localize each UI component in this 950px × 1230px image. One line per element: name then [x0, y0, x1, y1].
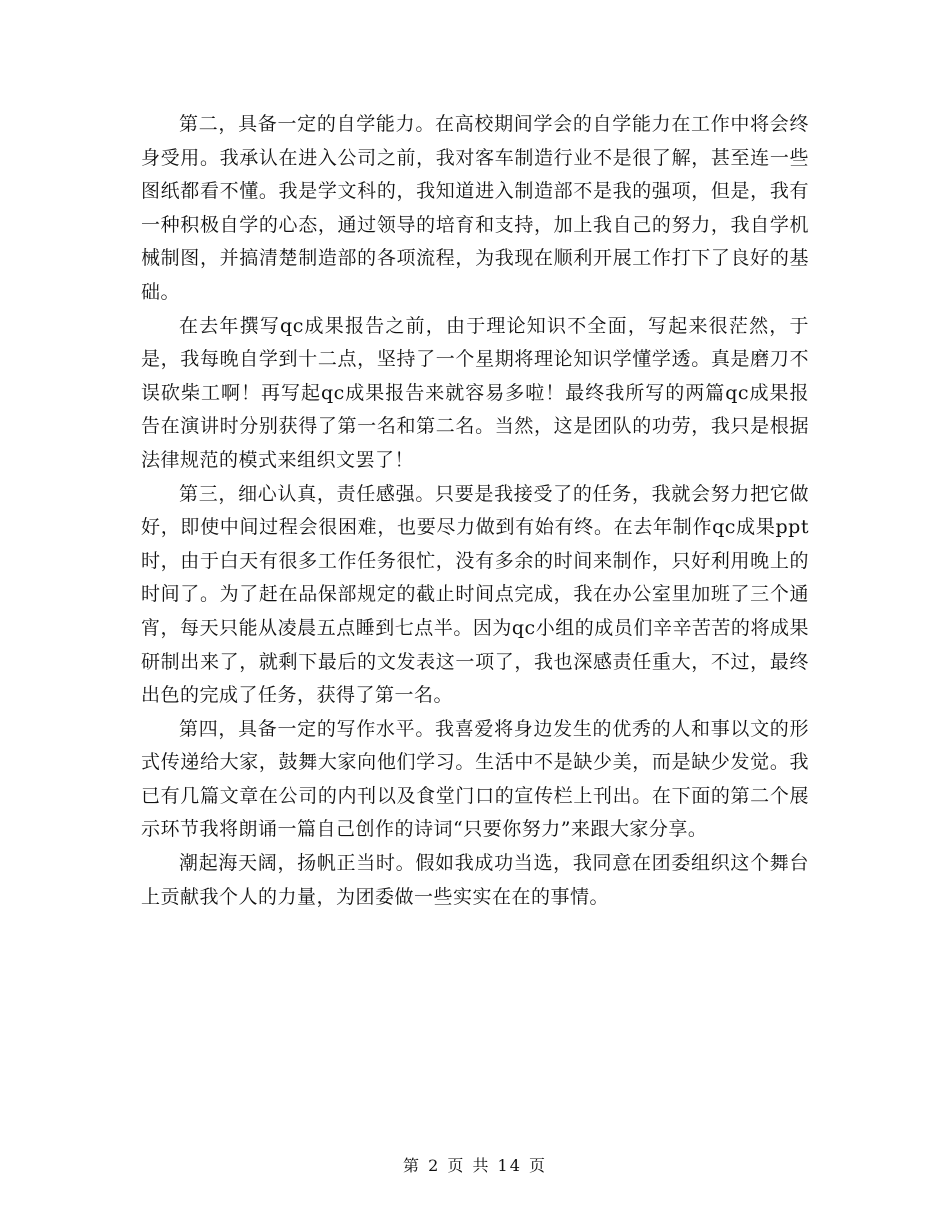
page-number-label: 第 2 页 共 14 页: [403, 1156, 547, 1175]
paragraph-closing: 潮起海天阔，扬帆正当时。假如我成功当选，我同意在团委组织这个舞台上贡献我个人的力量，为团委做一些实实在在的事情。: [141, 852, 809, 908]
paragraph-qc-report: 在去年撰写qc成果报告之前，由于理论知识不全面，写起来很茫然，于是，我每晚自学到十二点，坚持了一个星期将理论知识学懂学透。真是磨刀不误砍柴工啊！再写起qc成果报告来就容易多啦！最终我所写的两篇qc成果报告在演讲时分别获得了第一名和第二名。当然，这是团队的功劳，我只是根据法律规范的模式来组织文罢了！: [141, 314, 809, 471]
paragraph-writing: 第四，具备一定的写作水平。我喜爱将身边发生的优秀的人和事以文的形式传递给大家，鼓舞大家向他们学习。生活中不是缺少美，而是缺少发觉。我已有几篇文章在公司的内刊以及食堂门口的宣传栏上刊出。在下面的第二个展示环节我将朗诵一篇自己创作的诗词“只要你努力”来跟大家分享。: [141, 717, 809, 841]
page-footer: [0, 1153, 950, 1176]
paragraph-responsibility: 第三，细心认真，责任感强。只要是我接受了的任务，我就会努力把它做好，即使中间过程会很困难，也要尽力做到有始有终。在去年制作qc成果ppt时，由于白天有很多工作任务很忙，没有多余的时间来制作，只好利用晚上的时间了。为了赶在品保部规定的截止时间点完成，我在办公室里加班了三个通宵，每天只能从凌晨五点睡到七点半。因为qc小组的成员们辛辛苦苦的将成果研制出来了，就剩下最后的文发表这一项了，我也深感责任重大，不过，最终出色的完成了任务，获得了第一名。: [141, 482, 809, 707]
paragraph-self-study: 第二，具备一定的自学能力。在高校期间学会的自学能力在工作中将会终身受用。我承认在进入公司之前，我对客车制造行业不是很了解，甚至连一些图纸都看不懂。我是学文科的，我知道进入制造部不是我的强项，但是，我有一种积极自学的心态，通过领导的培育和支持，加上我自己的努力，我自学机械制图，并搞清楚制造部的各项流程，为我现在顺利开展工作打下了良好的基础。: [141, 113, 809, 303]
body-text: [141, 108, 809, 914]
